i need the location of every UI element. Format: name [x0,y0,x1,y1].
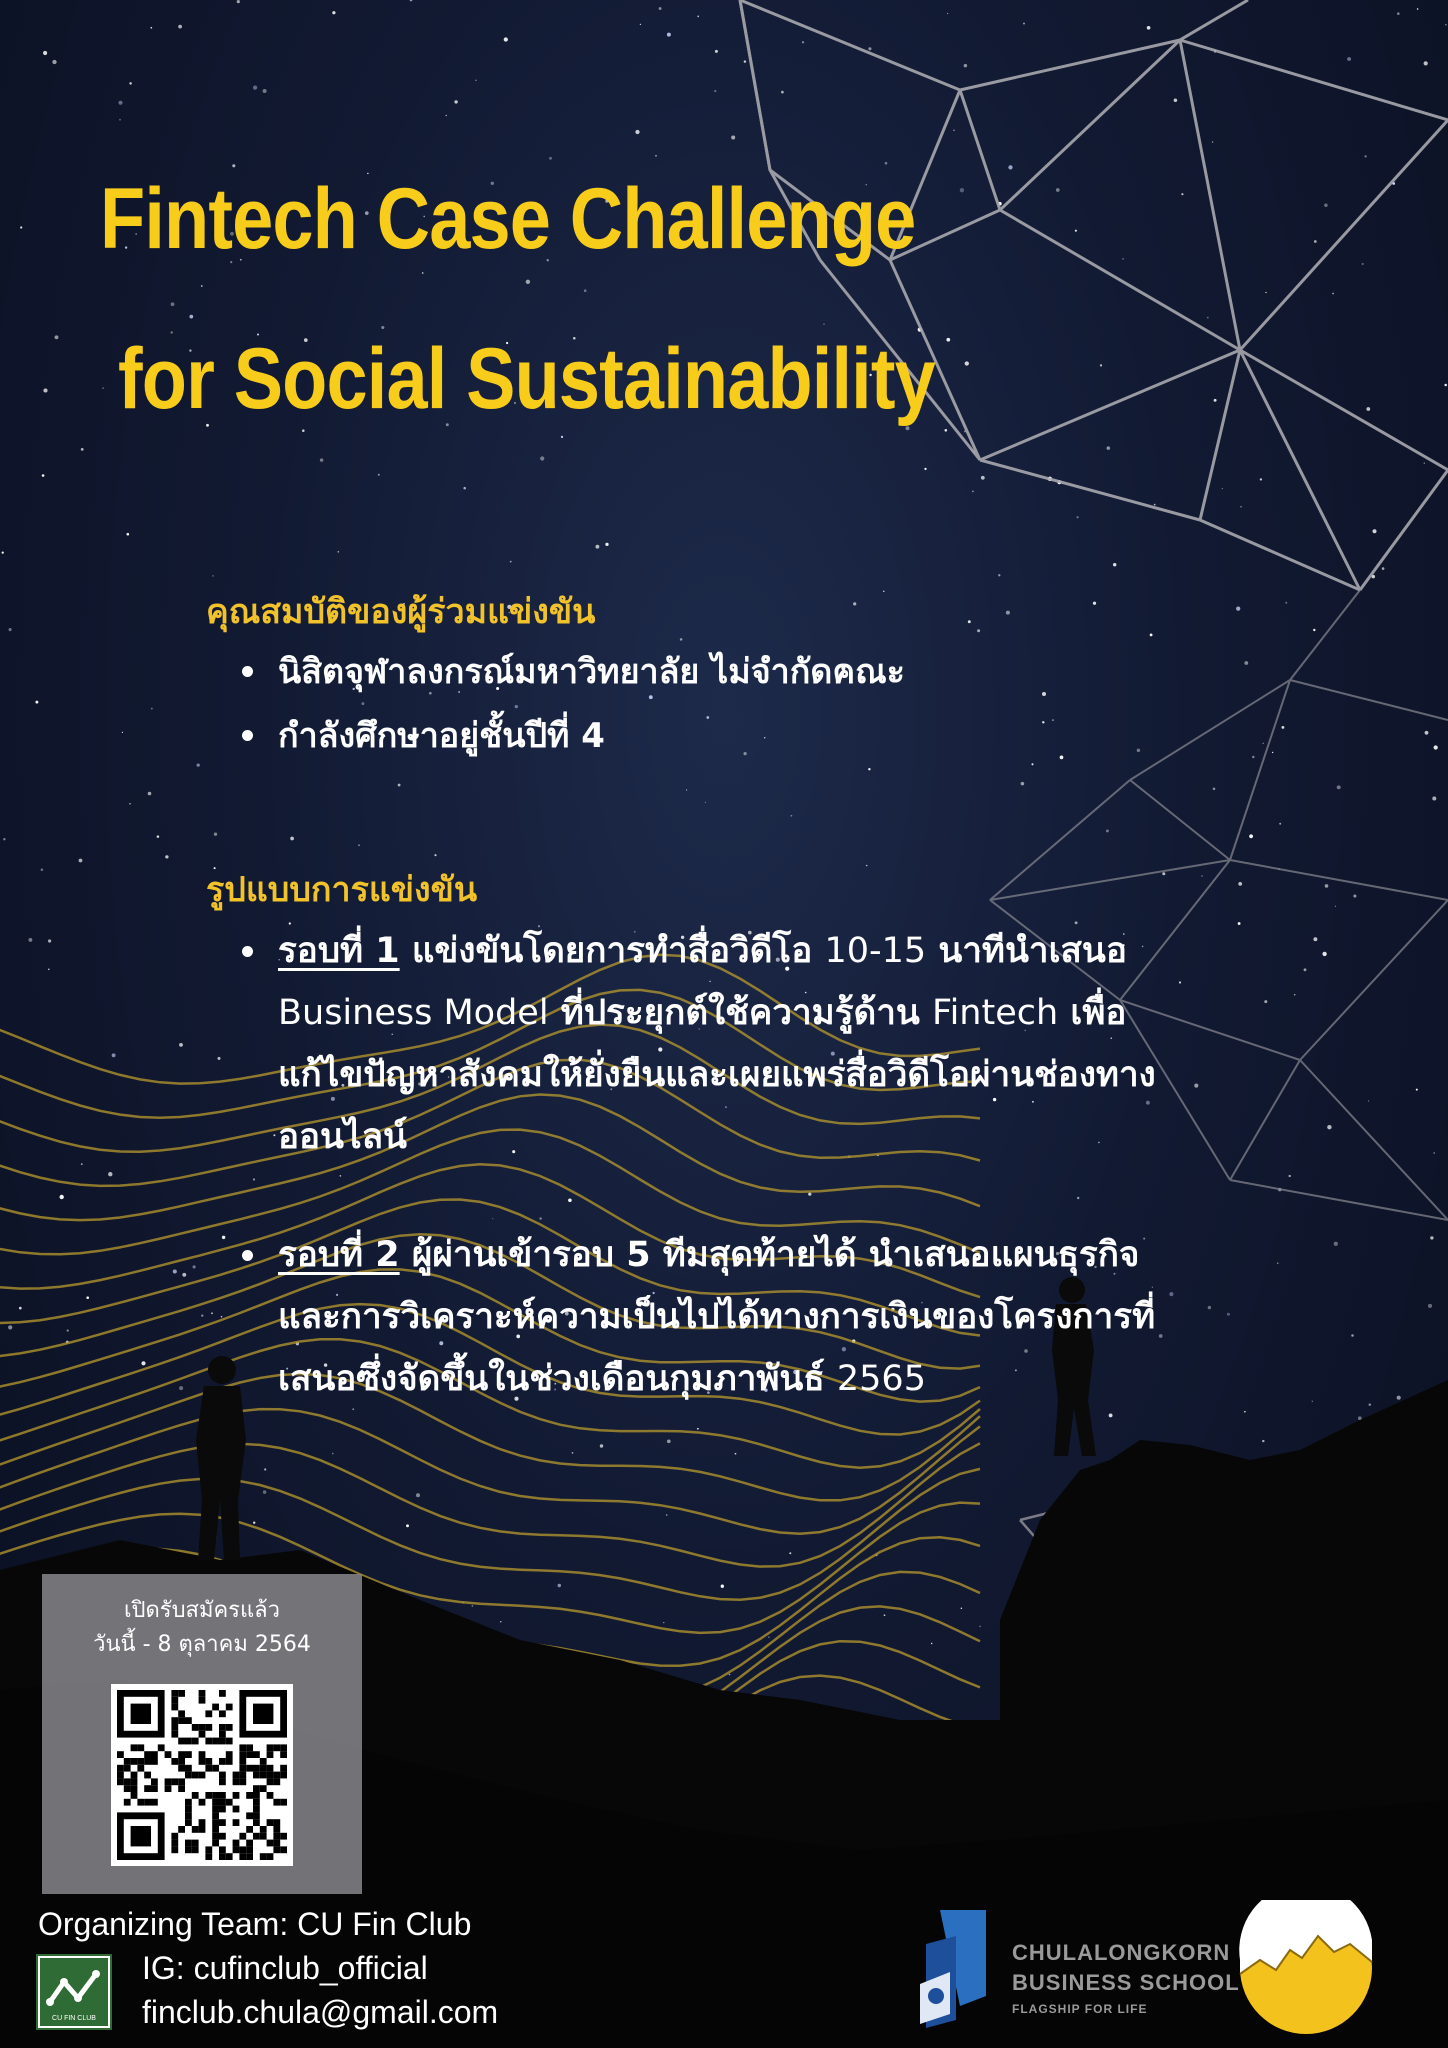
instagram-handle[interactable]: IG: cufinclub_official [142,1950,428,1986]
title-line-2: for Social Sustainability [118,331,935,427]
email-link[interactable]: finclub.chula@gmail.com [142,1994,499,2030]
foundation-logo [1238,1900,1374,2036]
cu-fin-club-logo [36,1954,112,2030]
round-1-text: นาทีนำเสนอ [926,931,1127,971]
qualifications-list [240,640,905,768]
round-2-year: 2565 [836,1359,926,1399]
qualifications-heading: คุณสมบัติของผู้ร่วมแข่งขัน [206,592,596,632]
title-line-1: Fintech Case Challenge [100,171,916,267]
school-name: BUSINESS SCHOOL [1012,1970,1240,1995]
round-1-text: ที่ประยุกต์ใช้ความรู้ด้าน [548,993,932,1033]
round-2-item [240,1224,1160,1410]
chulalongkorn-crest-logo [916,1910,986,2028]
round-2-label: รอบที่ 2 [278,1235,400,1275]
list-item: กำลังศึกษาอยู่ชั้นปีที่ 4 [240,704,905,768]
round-1-text: เพื่อแก้ไขปัญหาสังคมให้ยั่งยืนและเผยแพร่สื่อวิดีโอผ่านช่องทางออนไลน์ [278,993,1156,1157]
organizer-text: Organizing Team: CU Fin Club [38,1906,472,1942]
round-1-duration: 10-15 [824,931,927,971]
round-1-term: Business Model [278,993,549,1033]
school-name: CHULALONGKORN [1012,1940,1231,1965]
round-1-item [240,920,1160,1168]
rounds-list [240,920,1160,1410]
school-tagline: FLAGSHIP FOR LIFE [1012,2002,1148,2016]
round-1-text: แข่งขันโดยการทำสื่อวิดีโอ [399,931,825,971]
registration-deadline: วันนี้ - 8 ตุลาคม 2564 [93,1632,311,1657]
person-silhouette-left [196,1356,246,1560]
registration-box [42,1574,362,1894]
registration-status: เปิดรับสมัครแล้ว [123,1598,281,1623]
club-logo-text: CU FIN CLUB [52,2015,96,2022]
round-2-text: ผู้ผ่านเข้ารอบ 5 ทีมสุดท้ายได้ นำเสนอแผนธุรกิจ และการวิเคราะห์ความเป็นไปได้ทางการเงินของโครงการที่เสนอซึ่งจัดขึ้นในช่วงเดือนกุมภาพันธ์ [278,1235,1156,1399]
qr-code-icon[interactable] [111,1684,293,1866]
round-1-term: Fintech [932,993,1059,1033]
format-heading: รูปแบบการแข่งขัน [206,870,478,910]
list-item: นิสิตจุฬาลงกรณ์มหาวิทยาลัย ไม่จำกัดคณะ [240,640,905,704]
round-1-label: รอบที่ 1 [278,931,400,971]
